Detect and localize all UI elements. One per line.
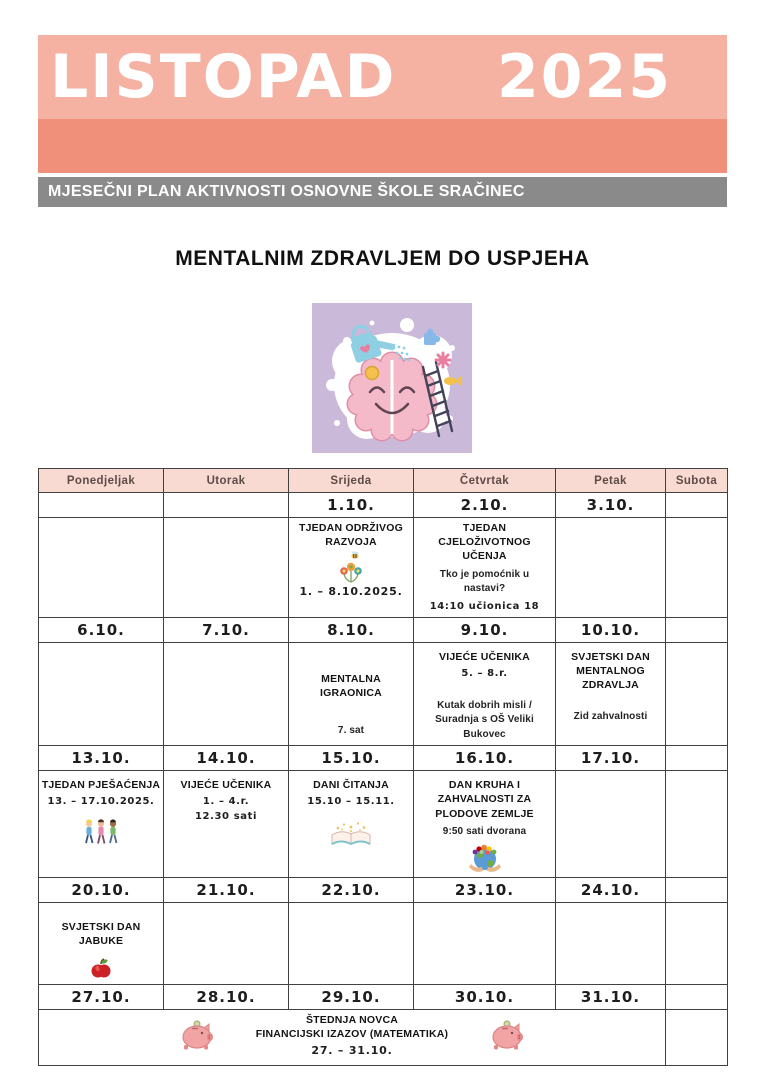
activity-note-text: 1. – 8.10.2025. [299, 585, 403, 599]
date-row-week-5 [39, 985, 728, 1010]
footer-line: FINANCIJSKI IZAZOV (MATEMATIKA) [255, 1028, 449, 1041]
date-row-week-2 [39, 617, 728, 642]
activity-sub-text: 7. sat [337, 724, 365, 736]
date-cell-710: 7.10. [164, 617, 289, 642]
day-header-4: Četvrtak [414, 469, 556, 493]
spacer [291, 700, 411, 720]
date-cell-1010: 10.10. [556, 617, 666, 642]
date-cell-empty [666, 617, 728, 642]
brain-watering-can-illustration [312, 303, 472, 453]
activity-cell-empty [666, 642, 728, 746]
date-row-week-1 [39, 493, 728, 518]
activity-title-text: DAN KRUHA I ZAHVALNOSTI ZA PLODOVE ZEMLJE [435, 779, 534, 820]
day-header-5: Petak [556, 469, 666, 493]
activity-cell-empty [414, 903, 556, 985]
merged-activity-cell [39, 1010, 666, 1066]
date-cell-empty [164, 493, 289, 518]
activity-row-week-3 [39, 771, 728, 878]
piggy-bank-icon [488, 1019, 526, 1050]
date-row-week-4 [39, 878, 728, 903]
footer-activity [41, 1013, 663, 1056]
activity-title-text: SVJETSKI DAN MENTALNOG ZDRAVLJA [571, 650, 650, 691]
activity-row-week-5 [39, 1010, 728, 1066]
date-cell-2710: 27.10. [39, 985, 164, 1010]
date-cell-empty [666, 878, 728, 903]
footer-line: ŠTEDNJA NOVCA [305, 1014, 399, 1027]
activity-cell-empty [666, 518, 728, 618]
activity-title-text: SVJETSKI DAN JABUKE [61, 921, 141, 948]
weekday-header-row [39, 469, 728, 493]
activity-cell [39, 771, 164, 878]
activity-cell-empty [556, 771, 666, 878]
activity-cell [39, 903, 164, 985]
date-cell-empty [666, 985, 728, 1010]
month-title: LISTOPAD [50, 42, 397, 112]
date-cell-2310: 23.10. [414, 878, 556, 903]
day-header-1: Ponedjeljak [39, 469, 164, 493]
subtitle-bar: MJESEČNI PLAN AKTIVNOSTI OSNOVNE ŠKOLE SRAČINEC [38, 177, 727, 207]
date-cell-3010: 30.10. [414, 985, 556, 1010]
activity-sub-text: Tko je pomoćnik u nastavi? [439, 568, 530, 595]
accent-band [38, 119, 727, 173]
activity-sub-text: Zid zahvalnosti [573, 711, 648, 723]
date-cell-empty [666, 746, 728, 771]
activity-sub-text: Kutak dobrih misli / Suradnja s OŠ Veliki Bukovec [435, 699, 534, 740]
activity-cell-empty [164, 903, 289, 985]
page-title: MENTALNIM ZDRAVLJEM DO USPJEHA [175, 247, 590, 270]
date-cell-1410: 14.10. [164, 746, 289, 771]
monthly-calendar [38, 468, 728, 1066]
activity-cell [164, 771, 289, 878]
activity-title-text: VIJEĆE UČENIKA [180, 779, 272, 792]
activity-title-text: MENTALNA IGRAONICA [320, 672, 382, 699]
footer-activity-text [256, 1013, 448, 1056]
date-cell-3110: 31.10. [556, 985, 666, 1010]
spacer [41, 949, 161, 955]
footer-line: 27. – 31.10. [311, 1043, 393, 1057]
piggy-bank-icon [178, 1019, 216, 1050]
month-banner [38, 35, 727, 119]
activity-cell-empty [666, 771, 728, 878]
activity-cell-empty [289, 903, 414, 985]
activity-sub-text: 9:50 sati dvorana [442, 825, 527, 837]
open-book-icon [291, 821, 411, 848]
date-cell-2210: 22.10. [289, 878, 414, 903]
date-cell-1710: 17.10. [556, 746, 666, 771]
apple-icon [41, 957, 161, 980]
activity-cell [289, 518, 414, 618]
activity-notesm-text: 15.10 – 15.11. [307, 796, 395, 808]
activity-cell [289, 771, 414, 878]
date-cell-2410: 24.10. [556, 878, 666, 903]
date-cell-1610: 16.10. [414, 746, 556, 771]
activity-title-text: VIJEĆE UČENIKA [439, 650, 530, 663]
date-cell-110: 1.10. [289, 493, 414, 518]
date-cell-310: 3.10. [556, 493, 666, 518]
activity-row-week-1 [39, 518, 728, 618]
activity-cell-empty [164, 642, 289, 746]
activity-title-text: DANI ČITANJA [313, 779, 389, 792]
activity-cell [414, 771, 556, 878]
activity-cell [414, 518, 556, 618]
calendar-table [38, 468, 728, 1066]
date-cell-empty [666, 493, 728, 518]
day-header-2: Utorak [164, 469, 289, 493]
day-header-6: Subota [666, 469, 728, 493]
activity-title-text: TJEDAN CJELOŽIVOTNOG UČENJA [438, 522, 531, 563]
activity-notesm-text: 14:10 učionica 18 [429, 600, 540, 612]
spacer [41, 809, 161, 817]
date-cell-empty [39, 493, 164, 518]
date-cell-2110: 21.10. [164, 878, 289, 903]
date-cell-910: 9.10. [414, 617, 556, 642]
activity-row-week-2 [39, 642, 728, 746]
activity-cell [414, 642, 556, 746]
spacer [558, 692, 663, 706]
date-cell-1510: 15.10. [289, 746, 414, 771]
date-cell-810: 8.10. [289, 617, 414, 642]
flowers-bee-icon [291, 551, 411, 583]
date-cell-2910: 29.10. [289, 985, 414, 1010]
activity-title-text: TJEDAN PJEŠAĆENJA [41, 779, 161, 792]
activity-cell [289, 642, 414, 746]
activity-row-week-4 [39, 903, 728, 985]
activity-title-text: TJEDAN ODRŽIVOG RAZVOJA [299, 522, 403, 549]
date-cell-2010: 20.10. [39, 878, 164, 903]
date-cell-210: 2.10. [414, 493, 556, 518]
day-header-3: Srijeda [289, 469, 414, 493]
activity-notesm-text: 5. – 8.r. [461, 667, 508, 679]
activity-notesm-text: 1. – 4.r. 12.30 sati [194, 796, 258, 823]
activity-cell-empty [39, 518, 164, 618]
spacer [416, 681, 553, 695]
activity-cell-empty [164, 518, 289, 618]
activity-cell-empty [556, 518, 666, 618]
date-cell-1310: 13.10. [39, 746, 164, 771]
earth-fruits-icon [416, 841, 553, 874]
activity-cell-empty [666, 903, 728, 985]
activity-cell-empty [39, 642, 164, 746]
spacer [291, 646, 411, 672]
activity-cell [556, 642, 666, 746]
activity-cell-empty [556, 903, 666, 985]
spacer [41, 906, 161, 920]
activity-notesm-text: 13. – 17.10.2025. [47, 796, 155, 808]
activity-cell-empty [666, 1010, 728, 1066]
spacer [291, 809, 411, 819]
date-cell-610: 6.10. [39, 617, 164, 642]
date-cell-2810: 28.10. [164, 985, 289, 1010]
kids-walking-icon [41, 819, 161, 846]
year-label: 2025 [497, 42, 672, 112]
date-row-week-3 [39, 746, 728, 771]
